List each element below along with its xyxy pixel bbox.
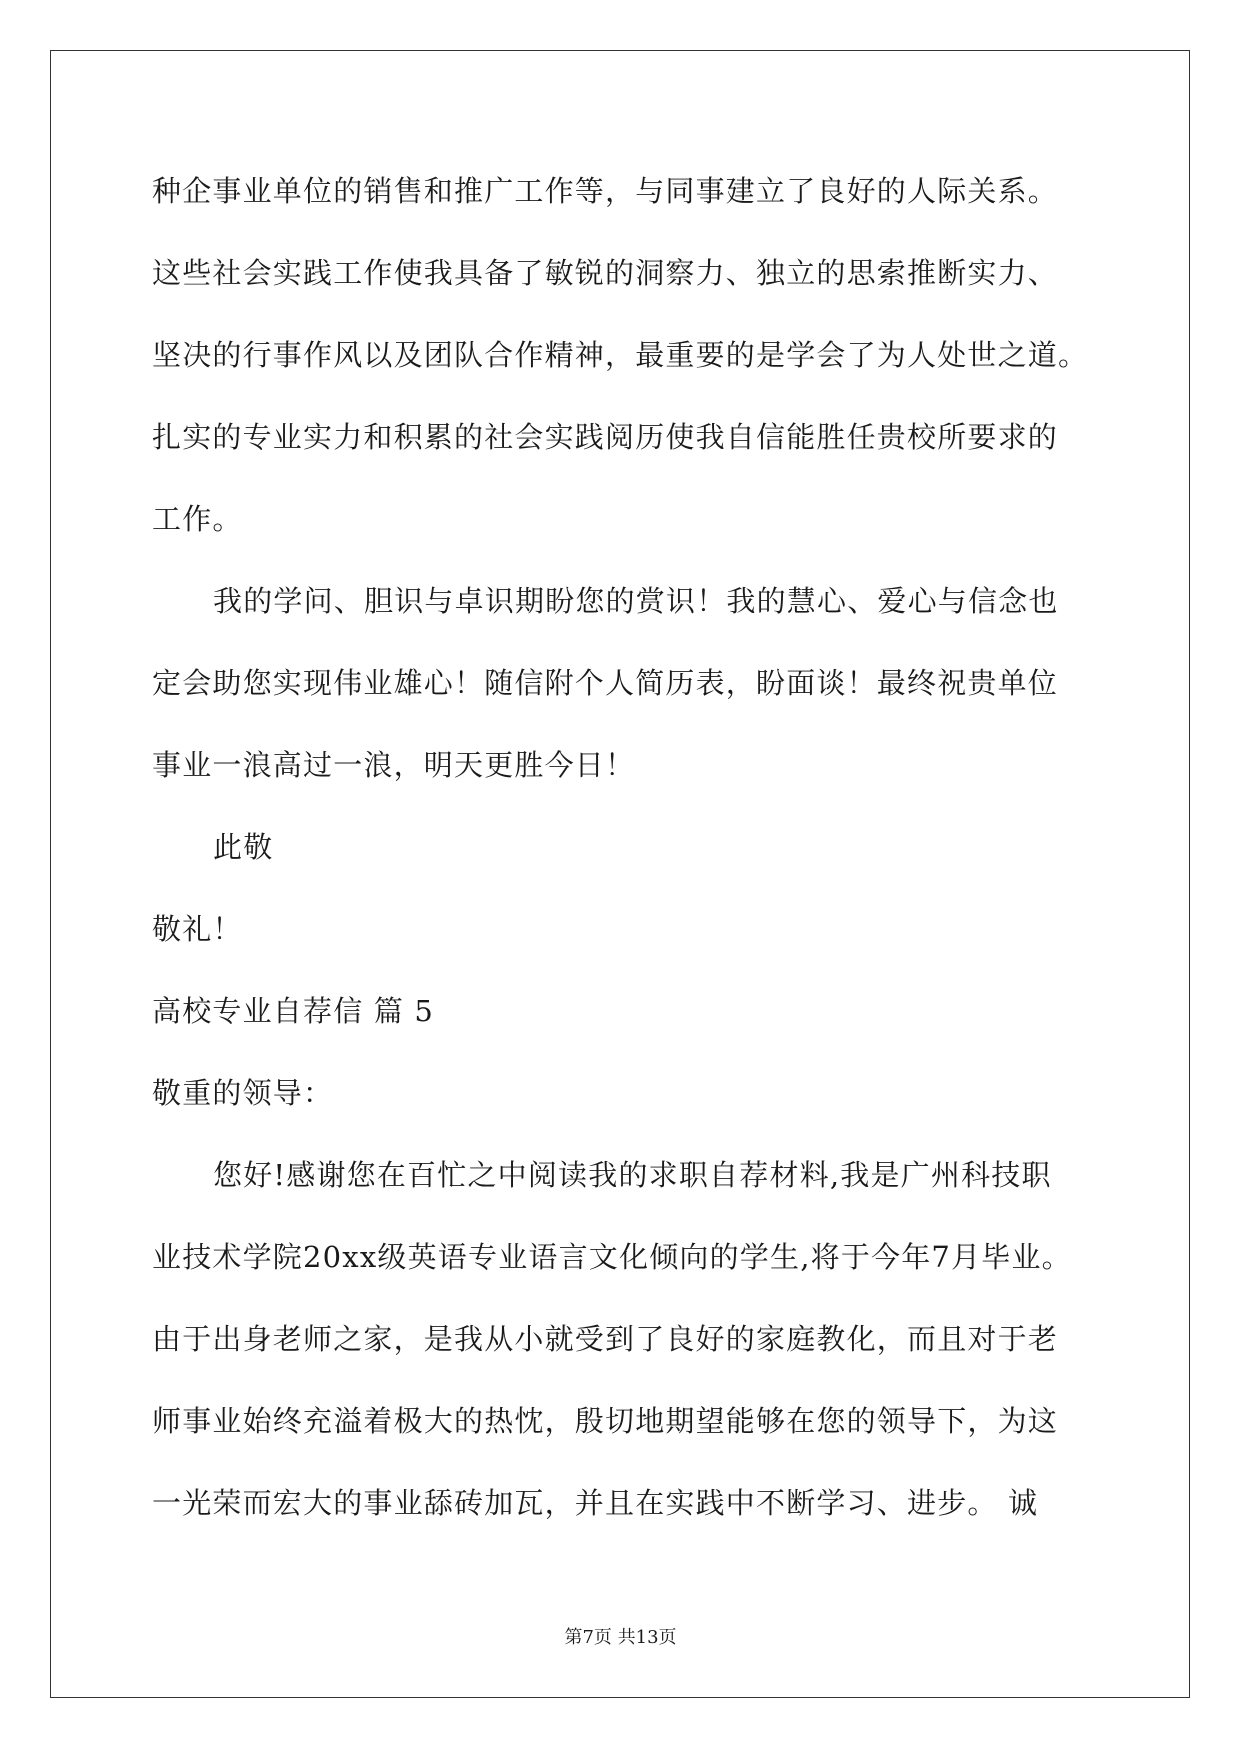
- page-border: [50, 50, 1190, 1698]
- body-line-9: 您好!感谢您在百忙之中阅读我的求职自荐材料,我是广州科技职: [213, 1158, 1052, 1192]
- closing-regards: 敬礼！: [152, 912, 243, 946]
- closing-salutation: 此敬: [213, 830, 274, 864]
- body-line-8: 事业一浪高过一浪，明天更胜今日！: [152, 748, 636, 782]
- body-line-10: 业技术学院20xx级英语专业语言文化倾向的学生,将于今年7月毕业。: [152, 1240, 1072, 1274]
- body-line-13: 一光荣而宏大的事业舔砖加瓦，并且在实践中不断学习、进步。 诚: [152, 1486, 1039, 1520]
- body-line-4: 扎实的专业实力和积累的社会实践阅历使我自信能胜任贵校所要求的: [152, 420, 1059, 454]
- body-line-11: 由于出身老师之家，是我从小就受到了良好的家庭教化，而且对于老: [152, 1322, 1059, 1356]
- body-line-2: 这些社会实践工作使我具备了敏锐的洞察力、独立的思索推断实力、: [152, 256, 1059, 290]
- body-line-7: 定会助您实现伟业雄心！随信附个人简历表，盼面谈！最终祝贵单位: [152, 666, 1059, 700]
- body-line-5: 工作。: [152, 502, 243, 536]
- page-number-footer: 第7页 共13页: [564, 1627, 677, 1648]
- greeting: 敬重的领导：: [152, 1076, 334, 1110]
- body-line-6: 我的学问、胆识与卓识期盼您的赏识！我的慧心、爱心与信念也: [213, 584, 1059, 618]
- section-heading: 高校专业自荐信 篇 5: [152, 994, 435, 1028]
- body-line-1: 种企事业单位的销售和推广工作等，与同事建立了良好的人际关系。: [152, 174, 1059, 208]
- body-line-3: 坚决的行事作风以及团队合作精神，最重要的是学会了为人处世之道。: [152, 338, 1089, 372]
- body-line-12: 师事业始终充溢着极大的热忱，殷切地期望能够在您的领导下，为这: [152, 1404, 1059, 1438]
